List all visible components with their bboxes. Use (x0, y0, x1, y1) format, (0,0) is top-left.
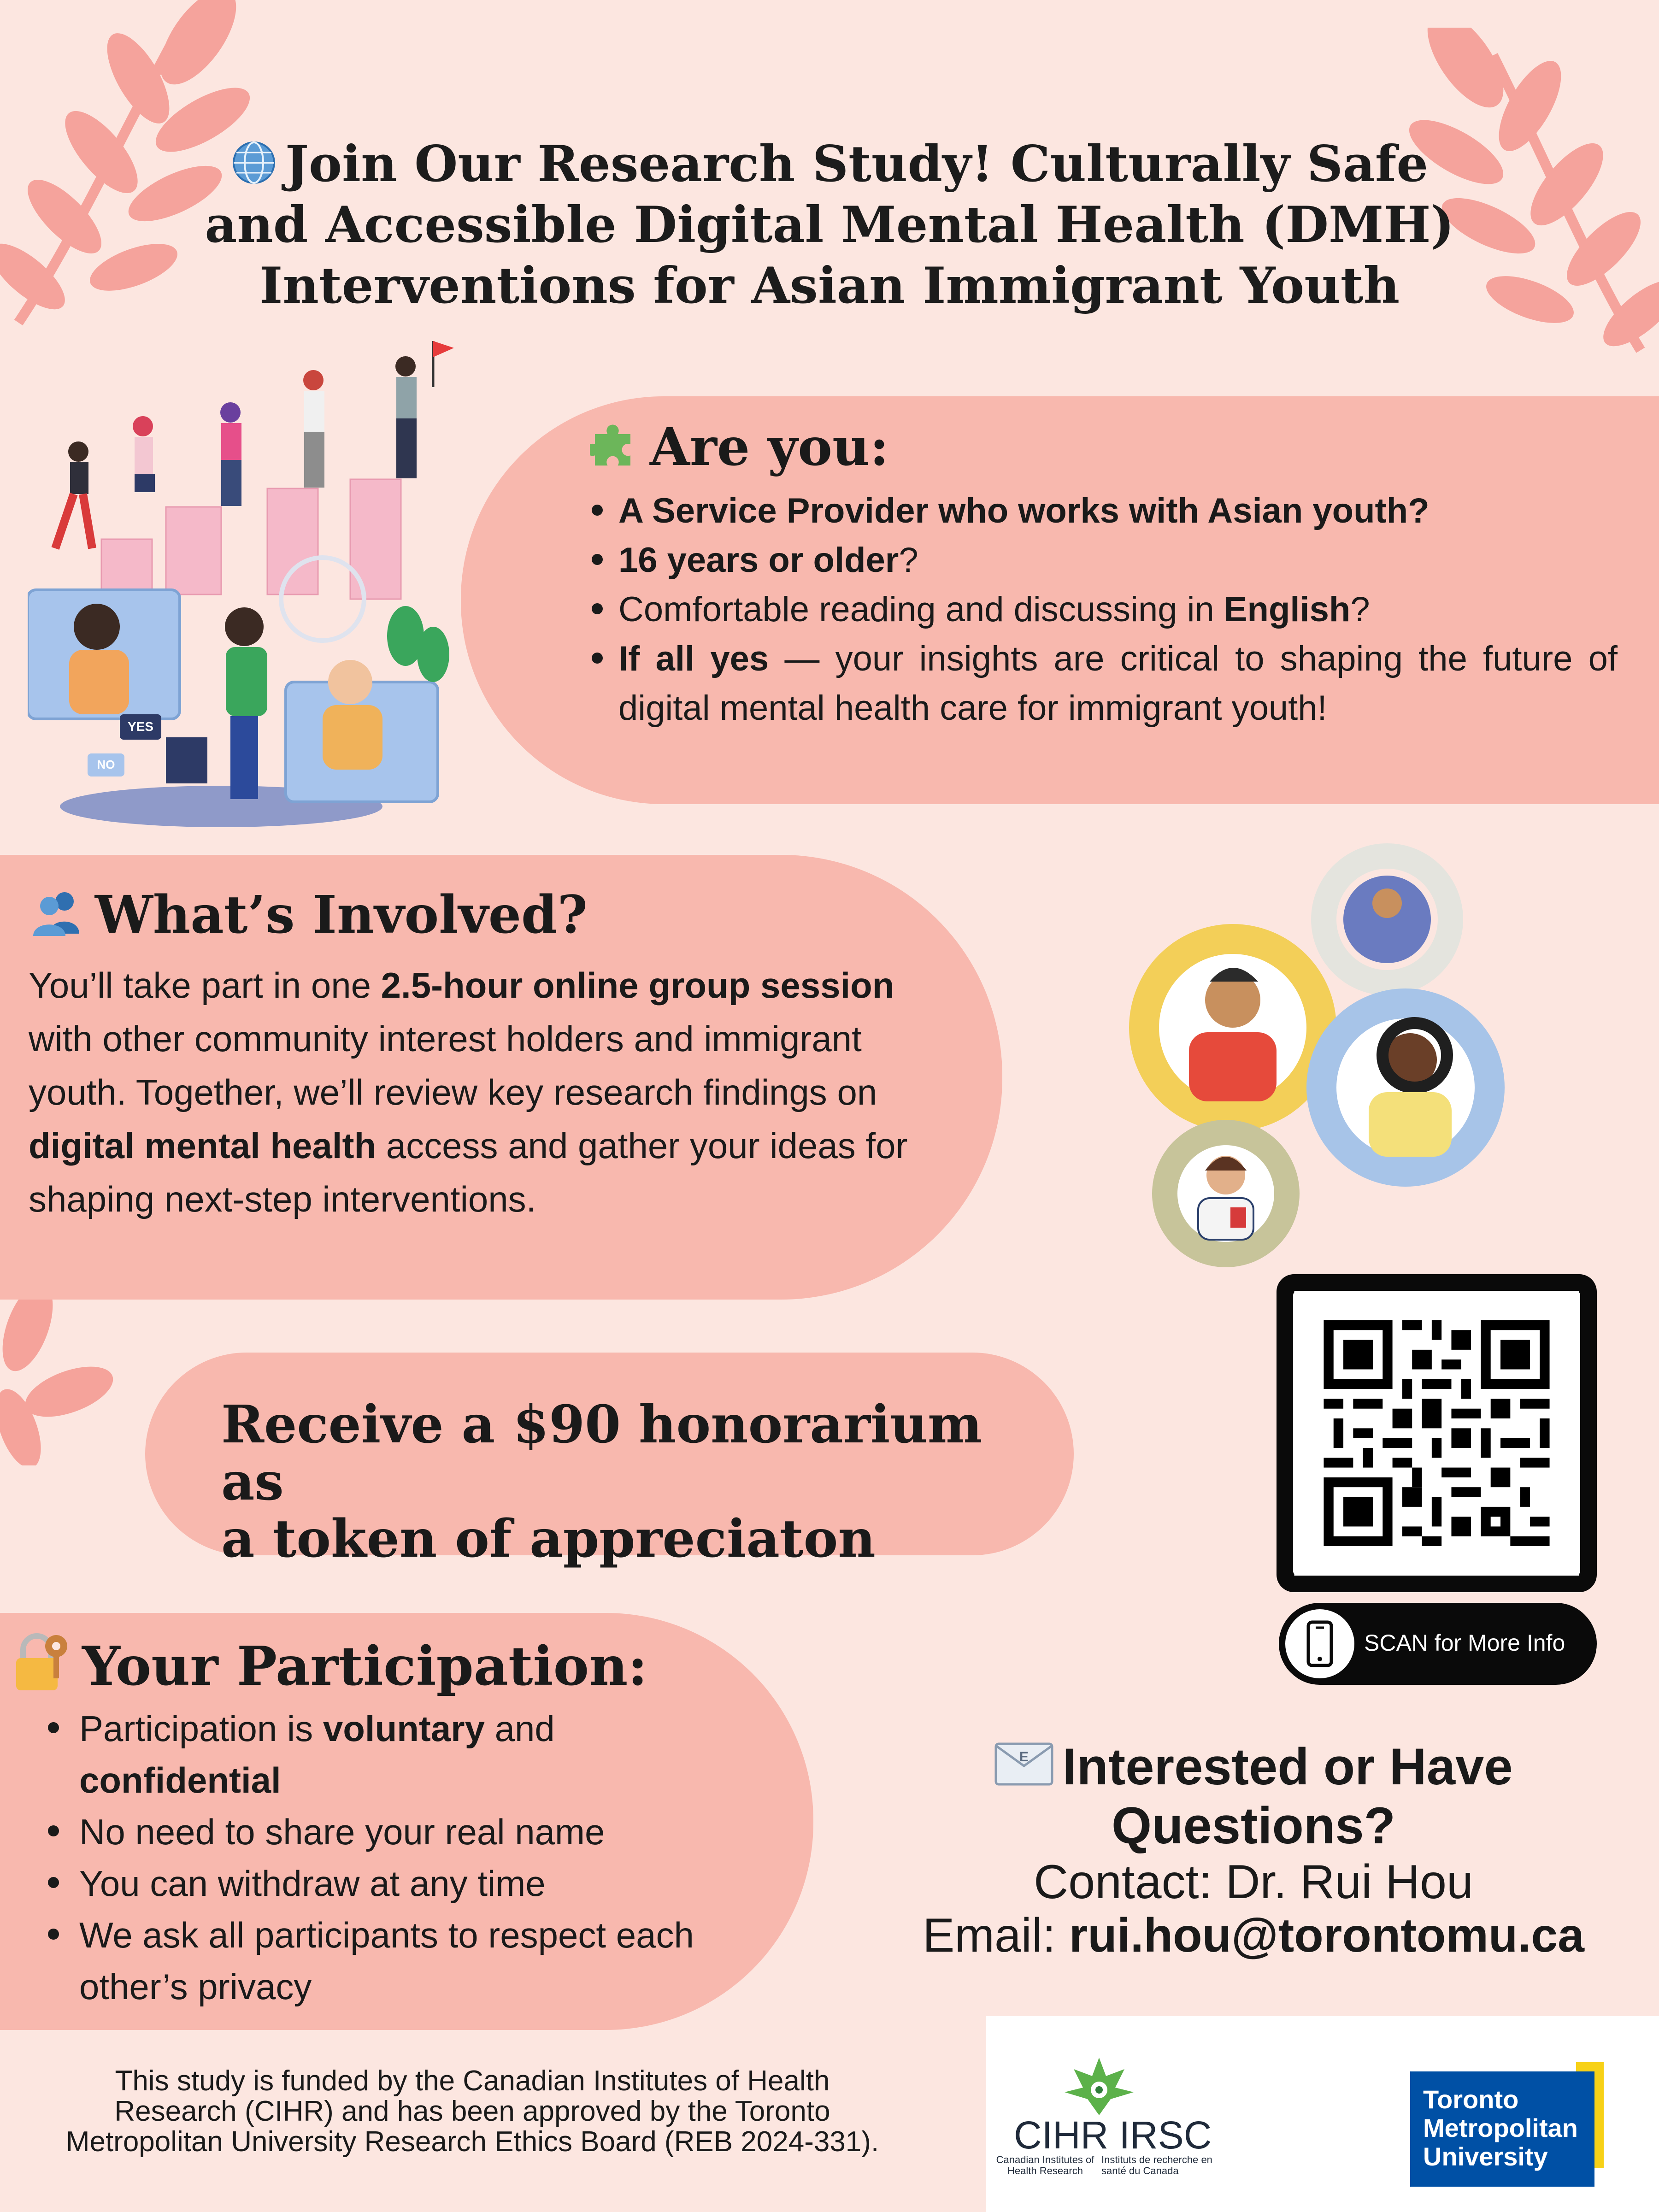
involved-text-1-bold: 2.5-hour online group session (381, 965, 894, 1006)
participation-item-1-bold-1: voluntary (323, 1708, 485, 1749)
tmu-logo-text (1423, 2085, 1578, 2171)
list-item (46, 1703, 793, 1806)
honorarium-text (221, 1396, 1060, 1568)
people-icon (29, 888, 84, 938)
are-you-item-3-post: ? (1350, 590, 1370, 629)
participation-list (46, 1703, 793, 2012)
qr-code[interactable] (1277, 1274, 1597, 1592)
list-item (590, 486, 1618, 535)
are-you-heading (590, 417, 889, 477)
no-sign-label: NO (97, 758, 115, 771)
globe-icon (231, 140, 277, 186)
list-item (590, 585, 1618, 634)
are-you-list (590, 486, 1618, 733)
are-you-item-3-bold: English (1224, 590, 1351, 629)
yes-sign-label: YES (127, 719, 154, 734)
tmu-line-2: Metropolitan (1423, 2113, 1578, 2142)
contact-section (853, 1737, 1654, 1962)
participation-item-1-pre: Participation is (79, 1708, 323, 1749)
scan-label: SCAN for More Info (1364, 1630, 1565, 1656)
honorarium-line-1: Receive a $90 honorarium as (221, 1394, 982, 1512)
scan-icon-circle (1285, 1609, 1354, 1678)
envelope-icon (994, 1742, 1054, 1786)
logos-area (986, 2016, 1659, 2212)
phone-icon (1285, 1609, 1354, 1678)
involved-text-3: access and gather your ideas for shaping next-step interventions. (29, 1125, 908, 1219)
list-item: You can withdraw at any time (46, 1858, 793, 1909)
list-item: No need to share your real name (46, 1806, 793, 1858)
list-item (590, 535, 1618, 585)
are-you-item-4-rest: — your insights are critical to shaping the future of digital mental health care for immigrant youth! (618, 639, 1618, 728)
list-item: We ask all participants to respect each other’s privacy (46, 1909, 793, 2012)
cihr-logo-mark (1060, 2053, 1138, 2118)
puzzle-icon (590, 419, 641, 470)
diverse-people-gears-illustration (1120, 843, 1521, 1272)
email-label: Email: (922, 1909, 1069, 1962)
are-you-item-2-rest: ? (899, 541, 918, 580)
email-link[interactable]: rui.hou@torontomu.ca (1069, 1909, 1585, 1962)
tmu-line-1: Toronto (1423, 2085, 1519, 2114)
qr-code-pattern (1293, 1291, 1580, 1576)
participation-heading (14, 1631, 647, 1698)
tmu-logo (1410, 2062, 1604, 2187)
footer-line-3: Metropolitan University Research Ethics Board (REB 2024-331). (65, 2126, 879, 2158)
tmu-line-3: University (1423, 2142, 1548, 2171)
participation-item-1-bold-2: confidential (79, 1760, 281, 1800)
involved-text-2-bold: digital mental health (29, 1125, 377, 1166)
contact-name: Contact: Dr. Rui Hou (1034, 1855, 1473, 1909)
contact-heading (853, 1737, 1654, 1855)
title-line-2: and Accessible Digital Mental Health (DMH) (205, 196, 1454, 254)
participation-item-1-mid: and (484, 1708, 555, 1749)
scan-for-more-info-button[interactable] (1279, 1603, 1597, 1685)
whats-involved-heading (29, 885, 588, 945)
list-item (590, 634, 1618, 733)
cihr-logo-text: CIHR IRSC (1014, 2113, 1212, 2157)
whats-involved-text (29, 959, 932, 1226)
contact-email-line (853, 1909, 1654, 1962)
title-line-3: Interventions for Asian Immigrant Youth (259, 257, 1400, 315)
qr-code-inner (1293, 1291, 1580, 1576)
are-you-item-2-bold: 16 years or older (618, 541, 899, 580)
whats-involved-heading-text: What’s Involved? (95, 885, 588, 945)
are-you-item-3-pre: Comfortable reading and discussing in (618, 590, 1224, 629)
cihr-english-name: Canadian Institutes of Health Research (996, 2154, 1094, 2177)
are-you-item-4-bold: If all yes (618, 639, 769, 678)
funding-statement (5, 2066, 940, 2157)
contact-heading-line-2: Questions? (1111, 1797, 1396, 1854)
participation-heading-text: Your Participation: (82, 1635, 648, 1698)
cihr-french-name: Instituts de recherche en santé du Canada (1101, 2154, 1212, 2177)
svg-text:E: E (1019, 1749, 1029, 1765)
footer-line-2: Research (CIHR) and has been approved by the Toronto (114, 2095, 830, 2127)
title-line-1: Join Our Research Study! Culturally Safe (285, 135, 1429, 193)
honorarium-line-2: a token of appreciaton (221, 1509, 876, 1569)
lock-key-icon (14, 1631, 69, 1691)
involved-text-1: You’ll take part in one (29, 965, 381, 1006)
are-you-heading-text: Are you: (650, 417, 889, 477)
page-title (194, 134, 1465, 316)
footer-line-1: This study is funded by the Canadian Institutes of Health (115, 2065, 830, 2097)
contact-heading-line-1: Interested or Have (1062, 1738, 1513, 1795)
are-you-item-1: A Service Provider who works with Asian youth? (618, 491, 1430, 530)
teamwork-illustration (28, 332, 456, 830)
involved-text-2: with other community interest holders and immigrant youth. Together, we’ll review key research findings on (29, 1018, 877, 1112)
leaf-decoration-left-middle (0, 1290, 115, 1465)
